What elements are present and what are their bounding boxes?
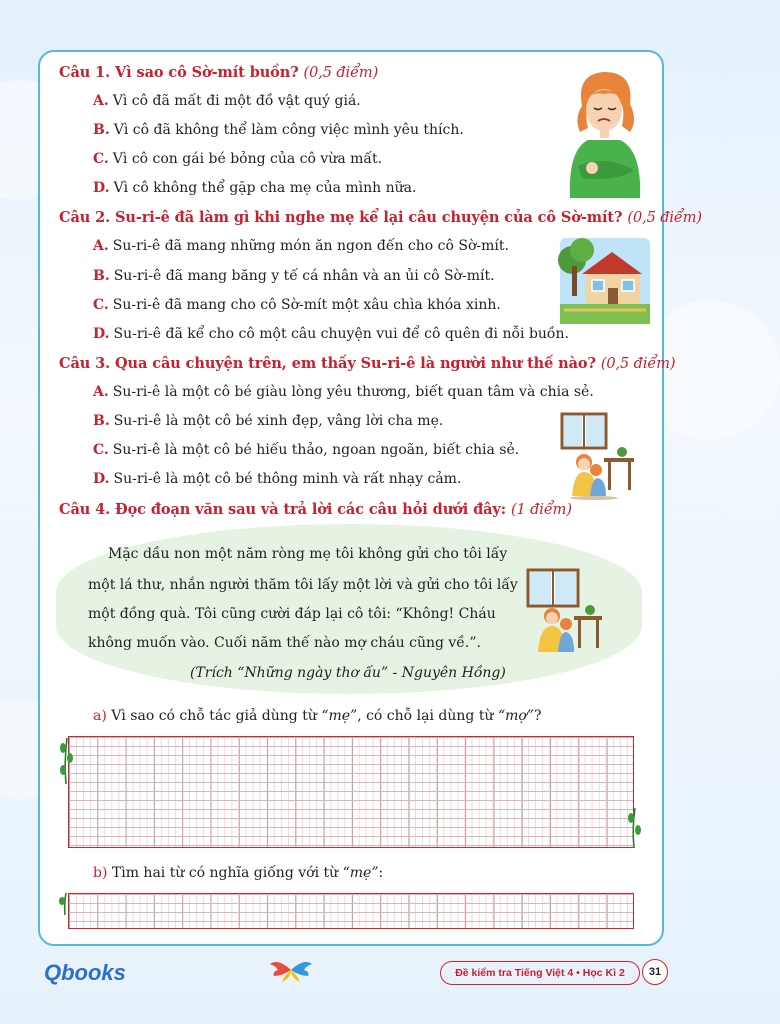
mother-child-illustration (524, 570, 604, 656)
house-illustration (560, 238, 650, 324)
question-2-option-b: B. Su-ri-ê đã mang băng y tế cá nhân và an ủi cô Sờ-mít. (93, 268, 495, 284)
book-title-badge: Đề kiểm tra Tiếng Việt 4 • Học Kì 2 (440, 961, 640, 985)
vine-decoration (58, 893, 72, 915)
answer-grid-a[interactable] (68, 736, 634, 848)
reading-line-3: một đồng quà. Tôi cũng cười đáp lại cô tôi: “Không! Cháu (88, 606, 496, 622)
question-4-title: Câu 4. Đọc đoạn văn sau và trả lời các câu hỏi dưới đây: (1 điểm) (59, 501, 572, 518)
reading-line-1: Mặc dầu non một năm ròng mẹ tôi không gửi cho tôi lấy (108, 546, 508, 562)
hug-by-window-illustration (556, 414, 638, 500)
question-1-option-c: C. Vì cô con gái bé bỏng của cô vừa mất. (93, 151, 383, 167)
page-number: 31 (642, 959, 668, 985)
reading-line-2: một lá thư, nhắn người thăm tôi lấy một lời và gửi cho tôi lấy (88, 577, 518, 593)
vine-decoration (626, 808, 642, 848)
reading-line-4: không muốn vào. Cuối năm thế nào mợ cháu cũng về.”. (88, 635, 481, 651)
answer-grid-b[interactable] (68, 893, 634, 929)
question-3-title: Câu 3. Qua câu chuyện trên, em thấy Su-ri-ê là người như thế nào? (0,5 điểm) (59, 355, 676, 372)
question-2-option-a: A. Su-ri-ê đã mang những món ăn ngon đến cho cô Sờ-mít. (93, 238, 509, 254)
sub-question-a: a) Vì sao có chỗ tác giả dùng từ “mẹ”, có chỗ lại dùng từ “mợ”? (93, 708, 542, 724)
reading-source: (Trích “Những ngày thơ ấu” - Nguyên Hồng) (190, 665, 506, 681)
wing-logo-icon (268, 958, 314, 982)
question-3-option-d: D. Su-ri-ê là một cô bé thông minh và rất nhạy cảm. (93, 471, 462, 487)
svg-text:Qbooks: Qbooks (44, 960, 126, 985)
question-3-option-b: B. Su-ri-ê là một cô bé xinh đẹp, vâng lời cha mẹ. (93, 413, 444, 429)
question-1-title: Câu 1. Vì sao cô Sờ-mít buồn? (0,5 điểm) (59, 64, 379, 81)
question-2-option-d: D. Su-ri-ê đã kể cho cô một câu chuyện vui để cô quên đi nỗi buồn. (93, 326, 569, 342)
sad-woman-illustration (560, 66, 650, 198)
question-3-option-a: A. Su-ri-ê là một cô bé giàu lòng yêu thương, biết quan tâm và chia sẻ. (93, 384, 594, 400)
question-1-option-d: D. Vì cô không thể gặp cha mẹ của mình nữa. (93, 180, 417, 196)
question-2-option-c: C. Su-ri-ê đã mang cho cô Sờ-mít một xâu chìa khóa xinh. (93, 297, 501, 313)
question-1-option-b: B. Vì cô đã không thể làm công việc mình yêu thích. (93, 122, 464, 138)
vine-decoration (58, 738, 74, 784)
brand-logo (44, 958, 126, 986)
sub-question-b: b) Tìm hai từ có nghĩa giống với từ “mẹ”: (93, 865, 384, 881)
question-2-title: Câu 2. Su-ri-ê đã làm gì khi nghe mẹ kể lại câu chuyện của cô Sờ-mít? (0,5 điểm) (59, 209, 702, 226)
question-3-option-c: C. Su-ri-ê là một cô bé hiếu thảo, ngoan ngoãn, biết chia sẻ. (93, 442, 520, 458)
question-1-option-a: A. Vì cô đã mất đi một đồ vật quý giá. (93, 93, 361, 109)
